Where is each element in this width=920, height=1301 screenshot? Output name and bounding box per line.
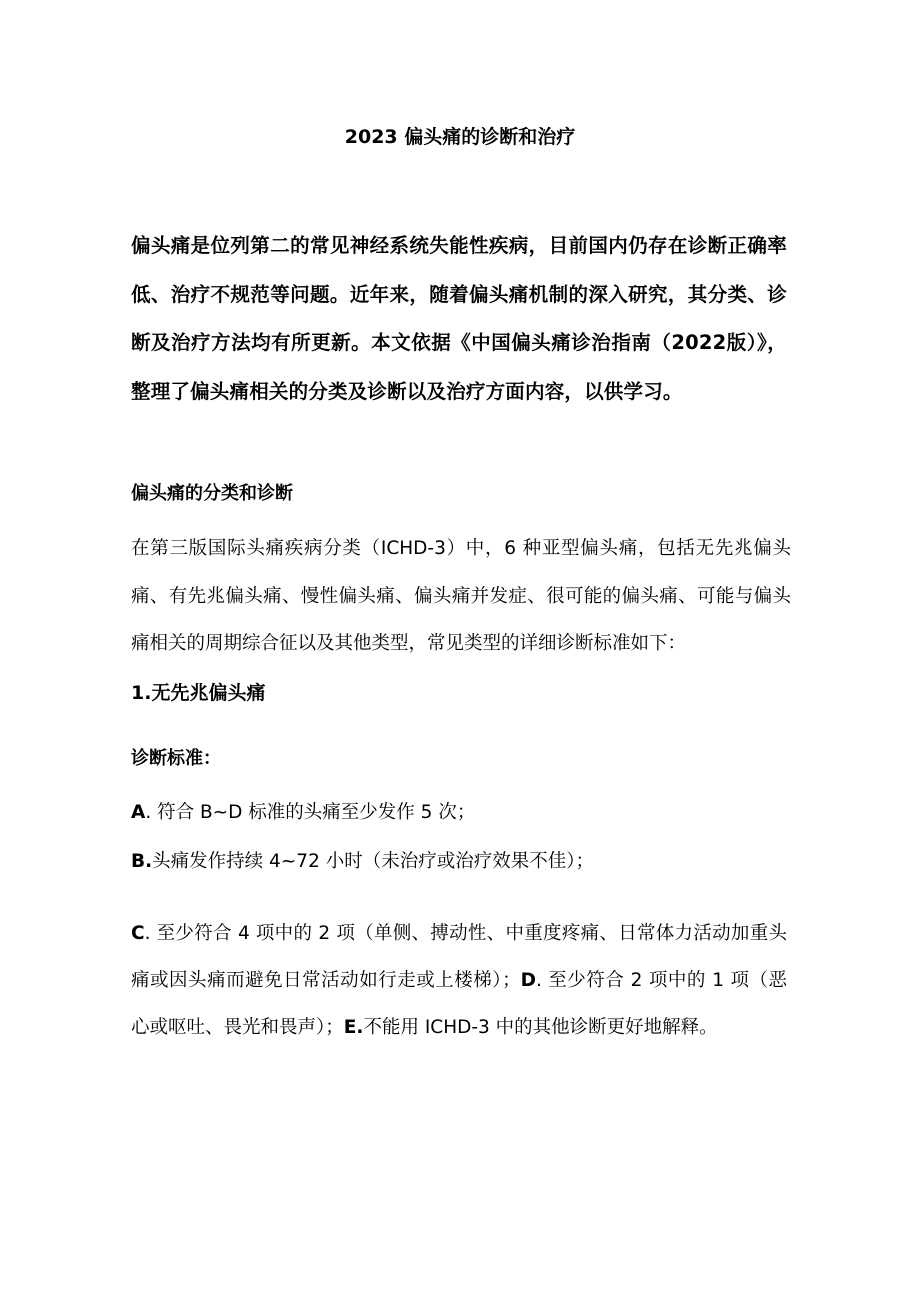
- criterion-d-text: . 至少符合 2 项中的 1 项（恶心或呕吐、畏光和畏声）；: [131, 970, 787, 1038]
- section-body-classification: 在第三版国际头痛疾病分类（ICHD-3）中，6 种亚型偏头痛，包括无先兆偏头痛、有先兆偏头痛、慢性偏头痛、偏头痛并发症、很可能的偏头痛、可能与偏头痛相关的周期综合征以及其他类型，常见类型的详细诊断标准如下：: [131, 538, 791, 654]
- criterion-b-text: 头痛发作持续 4~72 小时（未治疗或治疗效果不佳）；: [152, 851, 594, 872]
- criterion-e-letter: E.: [343, 1017, 364, 1038]
- criterion-c-text: . 至少符合 4 项中的 2 项（单侧、搏动性、中重度疼痛、日常体力活动加重头痛或因头痛而避免日常活动如行走或上楼梯）；: [131, 923, 787, 991]
- criterion-a-letter: A: [131, 802, 146, 823]
- criteria-c-d-e: [131, 910, 787, 1051]
- document-title: 2023 偏头痛的诊断和治疗: [344, 126, 576, 148]
- criteria-label: 诊断标准：: [131, 748, 221, 769]
- criterion-c-letter: C: [131, 923, 145, 944]
- section-heading-classification: 偏头痛的分类和诊断: [131, 483, 293, 504]
- criterion-a-text: . 符合 B~D 标准的头痛至少发作 5 次；: [145, 802, 476, 823]
- criterion-b: [131, 845, 787, 879]
- intro-paragraph: 偏头痛是位列第二的常见神经系统失能性疾病，目前国内仍存在诊断正确率低、治疗不规范等问题。近年来，随着偏头痛机制的深入研究，其分类、诊断及治疗方法均有所更新。本文依据《中国偏头痛诊治指南（2022版）》，整理了偏头痛相关的分类及诊断以及治疗方面内容，以供学习。: [131, 234, 787, 403]
- criterion-b-letter: B.: [131, 851, 153, 872]
- subtype-heading-migraine-without-aura: 1.无先兆偏头痛: [131, 682, 266, 704]
- criterion-d-letter: D: [520, 970, 536, 991]
- criterion-a: [131, 796, 787, 830]
- criterion-e-text: 不能用 ICHD-3 中的其他诊断更好地解释。: [363, 1017, 718, 1038]
